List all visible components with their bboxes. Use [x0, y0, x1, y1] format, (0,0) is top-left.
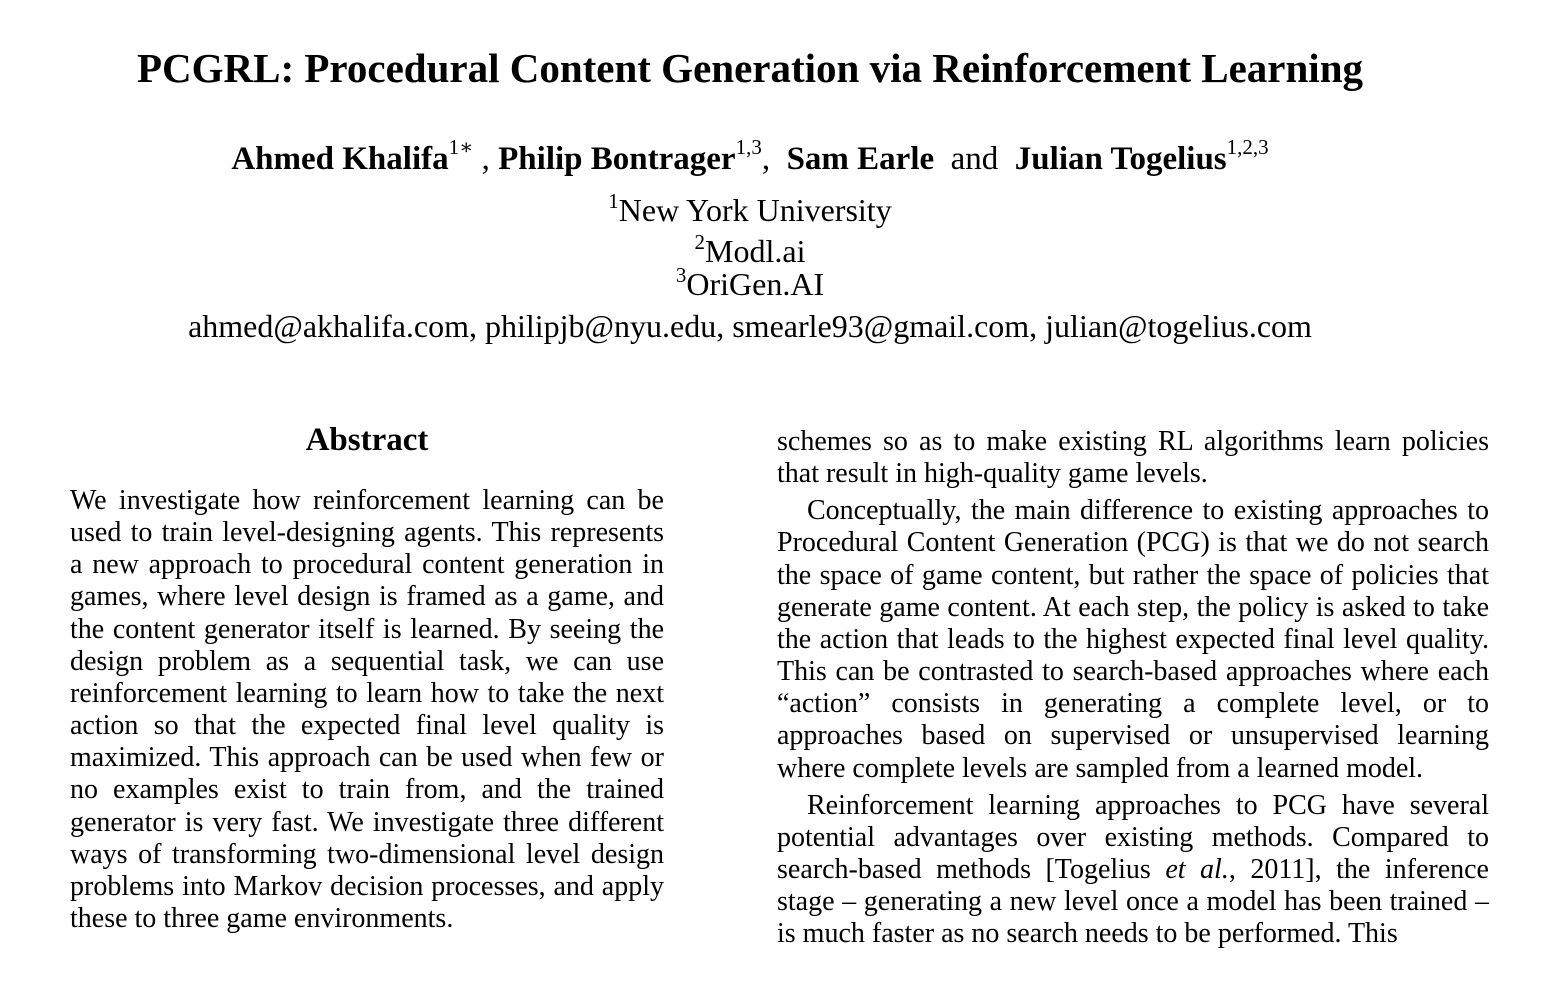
abstract-paragraph: We investigate how reinforcement learning can be used to train level-designing agents. This represents a new approach to procedural content generation in games, where level design is framed as a game, and the content generator itself is learned. By seeing the design problem as a sequential task, we can use reinforcement learning to learn how to take the next action so that the expected final level quality is maximized. This approach can be used when few or no examples exist to train from, and the trained generator is very fast. We investigate three different ways of transforming two-dimensional level design problems into Markov decision processes, and apply these to three game environments. — [70, 485, 664, 935]
affiliation — [0, 189, 1500, 228]
intro-paragraph — [777, 790, 1489, 951]
intro-text: , 2011], the inference stage – generating a new level once a model has been trained – is much faster as no search needs to be performed. This — [777, 854, 1489, 950]
abstract-heading: Abstract — [305, 422, 429, 458]
author-list — [0, 136, 1500, 182]
affiliation-marker: 3 — [675, 263, 687, 287]
affiliation-name: Modl.ai — [705, 233, 806, 269]
author-affiliation-marker: 1,2,3 — [1226, 135, 1269, 159]
affiliation-marker: 2 — [694, 230, 706, 254]
citation-et-al: et al. — [1165, 854, 1229, 886]
introduction-column — [777, 426, 1489, 956]
affiliation-marker: 1 — [608, 189, 619, 213]
paper-title: PCGRL: Procedural Content Generation via Reinforcement Learning — [136, 45, 1364, 91]
abstract-body — [70, 485, 664, 935]
intro-text: Reinforcement learning approaches to PCG have several potential advantages over existing methods. Compared to search-based methods [Togelius — [777, 789, 1489, 886]
author-separator: , — [761, 141, 771, 177]
author-name: Julian Togelius — [1014, 141, 1227, 177]
author-name: Sam Earle — [786, 141, 935, 177]
author-name: Ahmed Khalifa — [231, 141, 449, 177]
author-name: Philip Bontrager — [498, 141, 736, 177]
intro-paragraph: Conceptually, the main difference to existing approaches to Procedural Content Generation (PCG) is that we do not search the space of game content, but rather the space of policies that generate game content. At each step, the policy is asked to take the action that leads to the highest expected final level quality. This can be contrasted to search-based approaches where each “action” consists in generating a complete level, or to approaches based on supervised or unsupervised learning where complete levels are sampled from a learned model. — [777, 495, 1489, 784]
affiliation-name: OriGen.AI — [686, 266, 825, 302]
author-separator: , — [481, 141, 490, 177]
affiliation-name: New York University — [618, 192, 892, 228]
intro-paragraph: schemes so as to make existing RL algorithms learn policies that result in high-quality game levels. — [777, 426, 1489, 490]
author-emails: ahmed@akhalifa.com, philipjb@nyu.edu, smearle93@gmail.com, julian@togelius.com — [188, 308, 1312, 344]
author-conjunction: and — [950, 141, 999, 177]
affiliation — [0, 230, 1500, 269]
author-affiliation-marker: 1∗ — [448, 135, 474, 159]
affiliation — [0, 263, 1500, 302]
author-affiliation-marker: 1,3 — [735, 135, 762, 159]
